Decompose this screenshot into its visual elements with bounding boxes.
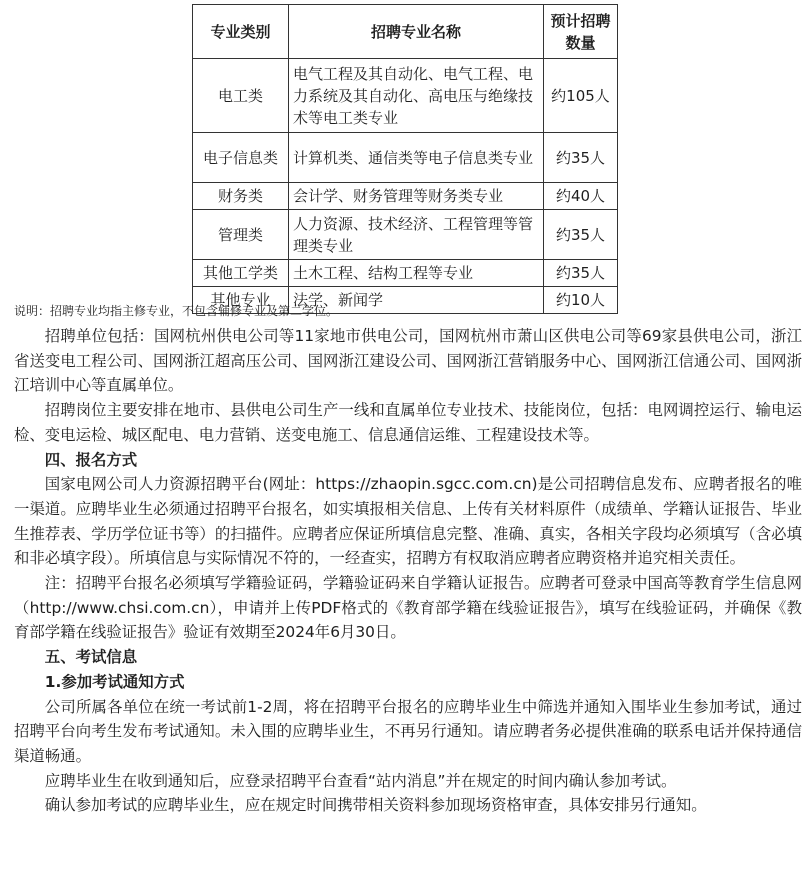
apply-note-paragraph: 注：招聘平台报名必须填写学籍验证码，学籍验证码来自学籍认证报告。应聘者可登录中国高等教育学生信息网（http://www.chsi.com.cn），申请并上传PDF格式的《教育部学籍在线验证报告》，填写在线验证码，并确保《教育部学籍在线验证报告》验证有效期至2024年6月30日。 (14, 574, 802, 642)
majors-cell: 电气工程及其自动化、电气工程、电力系统及其自动化、高电压与绝缘技术等电工类专业 (289, 59, 544, 133)
majors-cell: 法学、新闻学 (289, 287, 544, 314)
table-row (193, 133, 618, 183)
recruitment-table (192, 4, 618, 314)
units-paragraph: 招聘单位包括：国网杭州供电公司等11家地市供电公司，国网杭州市萧山区供电公司等69家县供电公司，浙江省送变电工程公司、国网浙江超高压公司、国网浙江建设公司、国网浙江营销服务中心、国网浙江信通公司、国网浙江培训中心等直属单位。 (14, 327, 802, 395)
table-row (193, 59, 618, 133)
category-cell: 其他专业 (193, 287, 289, 314)
category-cell: 其他工学类 (193, 260, 289, 287)
count-cell: 约35人 (544, 210, 618, 260)
majors-cell: 会计学、财务管理等财务类专业 (289, 183, 544, 210)
majors-cell: 人力资源、技术经济、工程管理等管理类专业 (289, 210, 544, 260)
majors-cell: 土木工程、结构工程等专业 (289, 260, 544, 287)
table-note: 说明：招聘专业均指主修专业，不包含辅修专业及第二学位。 (14, 304, 339, 318)
count-cell: 约35人 (544, 260, 618, 287)
section-4-heading: 四、报名方式 (44, 450, 138, 469)
header-count: 预计招聘数量 (544, 5, 618, 59)
table-row (193, 183, 618, 210)
category-cell: 财务类 (193, 183, 289, 210)
apply-paragraph: 国家电网公司人力资源招聘平台(网址：https://zhaopin.sgcc.com.cn)是公司招聘信息发布、应聘者报名的唯一渠道。应聘毕业生必须通过招聘平台报名，如实填报相关信息、上传有关材料原件（成绩单、学籍认证报告、毕业生推荐表、学历学位证书等）的扫描件。应聘者应保证所填信息完整、准确、真实，各相关字段均必须填写（含必填和非必填字段）。所填信息与实际情况不符的，一经查实，招聘方有权取消应聘者应聘资格并追究相关责任。 (14, 475, 802, 568)
exam-notice-paragraph: 公司所属各单位在统一考试前1-2周，将在招聘平台报名的应聘毕业生中筛选并通知入围毕业生参加考试，通过招聘平台向考生发布考试通知。未入围的应聘毕业生，不再另行通知。请应聘者务必提供准确的联系电话并保持通信渠道畅通。 (14, 697, 802, 765)
header-category: 专业类别 (193, 5, 289, 59)
majors-cell: 计算机类、通信类等电子信息类专业 (289, 133, 544, 183)
onsite-paragraph: 确认参加考试的应聘毕业生，应在规定时间携带相关资料参加现场资格审查，具体安排另行通知。 (44, 796, 707, 815)
confirm-paragraph: 应聘毕业生在收到通知后，应登录招聘平台查看“站内消息”并在规定的时间内确认参加考试。 (44, 771, 677, 790)
category-cell: 电工类 (193, 59, 289, 133)
positions-paragraph: 招聘岗位主要安排在地市、县供电公司生产一线和直属单位专业技术、技能岗位，包括：电网调控运行、输电运检、变电运检、城区配电、电力营销、送变电施工、信息通信运维、工程建设技术等。 (14, 401, 802, 444)
table-row (193, 210, 618, 260)
count-cell: 约105人 (544, 59, 618, 133)
category-cell: 管理类 (193, 210, 289, 260)
table-row (193, 260, 618, 287)
section-5-heading: 五、考试信息 (44, 648, 138, 667)
subsection-1-heading: 1.参加考试通知方式 (44, 672, 185, 691)
table-header-row (193, 5, 618, 59)
document-body (14, 324, 802, 818)
header-majors: 招聘专业名称 (289, 5, 544, 59)
category-cell: 电子信息类 (193, 133, 289, 183)
count-cell: 约35人 (544, 133, 618, 183)
count-cell: 约40人 (544, 183, 618, 210)
count-cell: 约10人 (544, 287, 618, 314)
